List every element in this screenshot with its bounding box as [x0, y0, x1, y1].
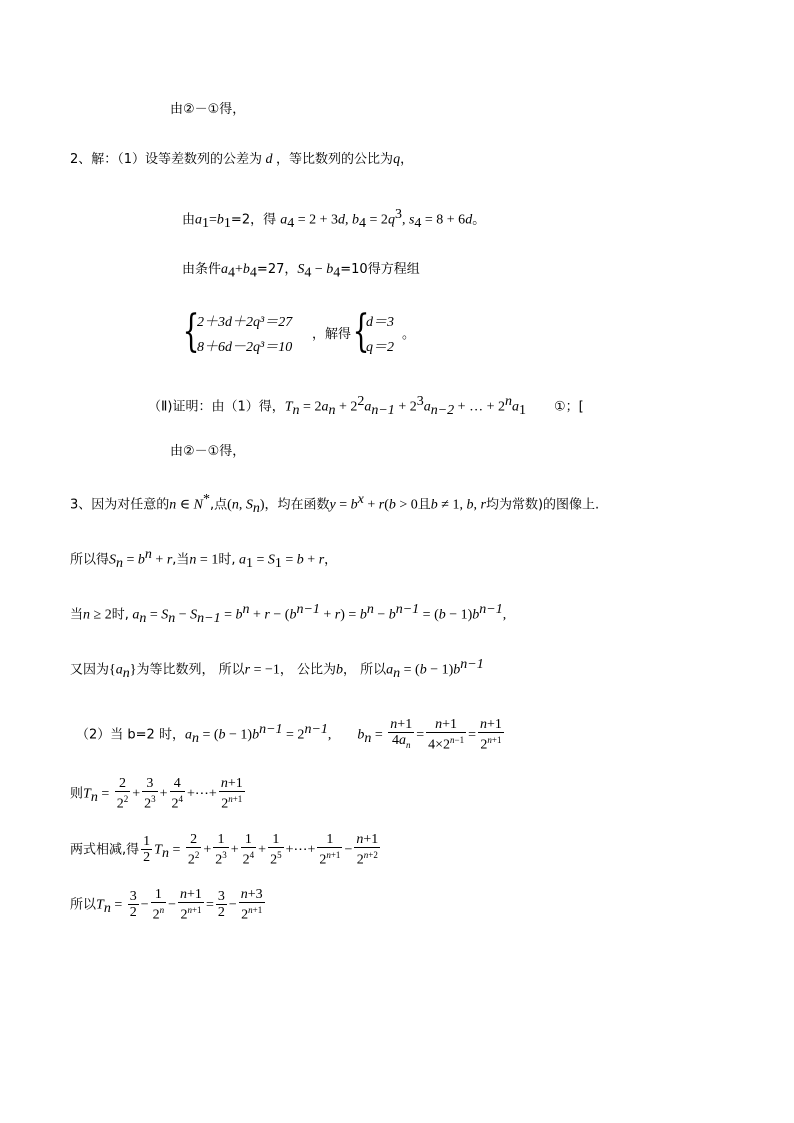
left-brace: { [182, 306, 200, 357]
text: （Ⅱ)证明：由（1）得， [148, 399, 285, 415]
equation-2: 8＋6d－2q³＝10 [197, 340, 293, 355]
text: 且 [417, 497, 431, 513]
text: ，均在函数 [264, 497, 330, 513]
fraction: $\frac{3}{2^3}$ [144, 776, 156, 812]
text-line-9: 所以得$S_n = b^n + r$,当n = 1时, $a_1 = S_1 = b + r$， [70, 547, 338, 571]
text: （2）当 b=2 时， [76, 727, 185, 743]
text-line-12: （2）当 b=2 时，$a_n = (b - 1)b^{n-1} = 2^{n-1}$, $b_n$ = $\frac{n+1}{4a_n}$ = $\frac{n+1}{4\times 2^{n-1}}$ = $\frac{n+1}{2^{n+1}}$ [76, 716, 502, 753]
text: ,点 [210, 497, 228, 513]
text: 则 [70, 786, 84, 802]
text: 时, [111, 607, 129, 623]
fraction: $\frac{4}{2^4}$ [171, 776, 184, 812]
text: ， [324, 552, 338, 568]
text: =27， [256, 262, 298, 277]
fraction: $\frac{1}{2^4}$ [242, 832, 255, 868]
text: =10得方程组 [340, 262, 420, 277]
fraction: $\frac{1}{2^{n+1}}$ [319, 832, 341, 868]
solution-2: q＝2 [366, 340, 394, 355]
text: ， 所以 [343, 662, 387, 678]
text: ,当 [172, 552, 190, 568]
text: 。 [472, 212, 486, 228]
text-line-15: 所以$T_n$ = $\frac{3}{2}$ − $\frac{1}{2^n}$ − $\frac{n+1}{2^{n+1}}$ = $\frac{3}{2}$ − $\frac{n+3}{2^{n+1}}$ [70, 887, 263, 923]
fraction: $\frac{n+1}{2^{n+2}}$ [356, 832, 379, 868]
fraction: $\frac{n+1}{2^{n+1}}$ [480, 717, 502, 753]
solution-1: d＝3 [366, 315, 394, 330]
text-line-2: 2、解：（1）设等差数列的公差为 d ，等比数列的公比为q， [70, 152, 414, 167]
text-line-8: 3、因为对任意的n ∈ N*,点(n, $S_n$)，均在函数$y = b^x + r(b > 0$且b ≠ 1, b, r均为常数)的图像上. [70, 492, 600, 516]
fraction: $\frac{n+1}{2^{n+1}}$ [180, 887, 202, 923]
text: 。 [402, 327, 416, 342]
text-line-6: （Ⅱ)证明：由（1）得，$T_n = 2a_n + 2^2a_{n-1} + 2^3a_{n-2}$ + … + $2^na_1$ ①；[ [148, 394, 584, 418]
fraction: $\frac{n+3}{2^{n+1}}$ [240, 887, 263, 923]
fraction: $\frac{n+1}{4a_n}$ [390, 716, 413, 750]
fraction: $\frac{2}{2^2}$ [187, 832, 200, 868]
left-brace: { [352, 306, 370, 357]
equation-1: 2＋3d＋2q³＝27 [197, 315, 293, 330]
text: 两式相减,得 [70, 842, 140, 858]
text-line-4: 由条件$a_4+b_4=27$，$S_4 - b_4=10$得方程组 [182, 262, 420, 281]
text-line-13: 则$T_n$ = $\frac{2}{2^2}$ + $\frac{3}{2^3}$ + $\frac{4}{2^4}$ +⋯+ $\frac{n+1}{2^{n+1}}$ [70, 776, 243, 812]
text: 当 [70, 607, 84, 623]
fraction: $\frac{2}{2^2}$ [116, 776, 129, 812]
text: ①；[ [553, 399, 584, 415]
fraction: $\frac{1}{2^n}$ [152, 887, 165, 923]
solve-label: ，解得 [312, 327, 352, 342]
fraction: $\frac{n+1}{4\times 2^{n-1}}$ [428, 717, 465, 753]
text: 又因为 [70, 662, 110, 678]
fraction: $\frac{1}{2}$ [143, 834, 151, 866]
text: 均为常数)的图像上. [485, 497, 600, 513]
fraction: $\frac{1}{2^3}$ [215, 832, 227, 868]
text-line-1: 由②－①得， [170, 102, 246, 117]
text: ， 公比为 [279, 662, 337, 678]
text: =2，得 [230, 212, 277, 228]
text: 2、解：（1）设等差数列的公差为 [70, 152, 263, 167]
text-line-14: 两式相减,得 $\frac{1}{2}$ $T_n$ = $\frac{2}{2^2}$ + $\frac{1}{2^3}$ + $\frac{1}{2^4}$ + $\frac{1}{2^5}$ +⋯+ $\frac{1}{2^{n+1}}$ − $\frac{n+1}{2^{n+2}}$ [70, 832, 379, 868]
text: 时, [218, 552, 236, 568]
fraction: $\frac{n+1}{2^{n+1}}$ [220, 776, 243, 812]
text: 由 [182, 212, 196, 228]
text: ，等比数列的公比为 [276, 152, 394, 167]
text: 为等比数列， 所以 [136, 662, 245, 678]
fraction: $\frac{3}{2}$ [217, 889, 225, 921]
text: ， [400, 152, 414, 167]
text: 所以 [70, 897, 97, 913]
text-line-10: 当n ≥ 2时, $a_n = S_n - S_{n-1} = b^n + r - (b^{n-1} + r) = b^n - b^{n-1} = (b - 1)b^{n-1}$, [70, 602, 507, 626]
text: 由条件 [182, 262, 222, 277]
text: 3、因为对任意的 [70, 497, 170, 513]
text-line-7: 由②－①得， [170, 444, 246, 459]
fraction: $\frac{3}{2}$ [129, 889, 137, 921]
text-line-11: 又因为$\{a_n\}$为等比数列， 所以r = −1， 公比为b， 所以$a_n = (b - 1)b^{n-1}$ [70, 657, 484, 681]
text: 所以得 [70, 552, 110, 568]
fraction: $\frac{1}{2^5}$ [270, 832, 282, 868]
text-line-3: 由$a_1=b_1=2$，得 $a_4 = 2 + 3d$, $b_4 = 2q^3$, $s_4 = 8 + 6d$。 [182, 207, 486, 231]
